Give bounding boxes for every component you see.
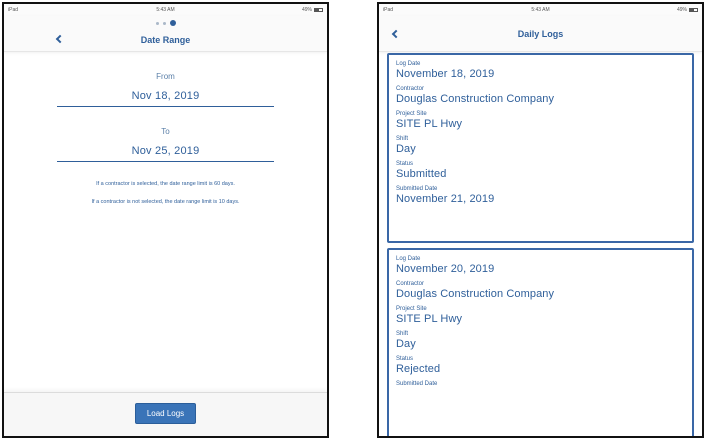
- page-title: Date Range: [140, 35, 191, 45]
- project-site-value: SITE PL Hwy: [396, 313, 463, 325]
- log-card[interactable]: [387, 248, 694, 438]
- nav-bar: [379, 16, 702, 52]
- project-site-value: SITE PL Hwy: [396, 118, 463, 130]
- contractor-value: Douglas Construction Company: [396, 288, 555, 300]
- field-label: Submitted Date: [396, 186, 438, 192]
- page-indicator: [4, 20, 327, 26]
- shift-value: Day: [396, 338, 416, 350]
- from-label: From: [156, 72, 175, 81]
- project-site-field: [396, 306, 684, 326]
- field-label: Shift: [396, 331, 409, 337]
- battery-status: [677, 7, 698, 13]
- shift-value: Day: [396, 143, 416, 155]
- status-value: Rejected: [396, 363, 441, 375]
- field-label: Log Date: [396, 256, 421, 262]
- battery-status: [302, 7, 323, 13]
- battery-icon: [689, 8, 698, 12]
- log-list: [379, 53, 702, 436]
- device-label: iPad: [383, 7, 394, 13]
- bottom-toolbar: [4, 392, 327, 436]
- daily-logs-screen: [377, 2, 704, 438]
- field-label: Project Site: [396, 111, 427, 117]
- battery-percent: 49%: [676, 7, 687, 13]
- status-time: 5:43 AM: [156, 7, 175, 13]
- status-field: [396, 356, 684, 376]
- submitted-date-value: November 21, 2019: [396, 193, 495, 205]
- log-date-field: [396, 61, 684, 81]
- status-bar: [4, 4, 327, 16]
- status-field: [396, 161, 684, 181]
- shift-field: [396, 331, 684, 351]
- load-logs-button[interactable]: Load Logs: [135, 403, 196, 424]
- battery-icon: [314, 8, 323, 12]
- status-bar: [379, 4, 702, 16]
- submitted-date-field: [396, 381, 684, 388]
- to-date-value[interactable]: Nov 25, 2019: [131, 145, 200, 157]
- field-label: Shift: [396, 136, 409, 142]
- contractor-field: [396, 86, 684, 106]
- contractor-field: [396, 281, 684, 301]
- from-underline: [57, 106, 274, 107]
- to-underline: [57, 161, 274, 162]
- submitted-date-field: [396, 186, 684, 206]
- no-contractor-limit-note: If a contractor is not selected, the date range limit is 10 days.: [91, 199, 240, 205]
- page-dot-active: [170, 20, 176, 26]
- from-date-field[interactable]: [57, 72, 274, 107]
- field-label: Status: [396, 356, 414, 362]
- field-label: Contractor: [396, 281, 425, 287]
- page-dot: [156, 22, 159, 25]
- contractor-value: Douglas Construction Company: [396, 93, 555, 105]
- project-site-field: [396, 111, 684, 131]
- log-date-value: November 20, 2019: [396, 263, 495, 275]
- nav-bar: [4, 16, 327, 52]
- to-date-field[interactable]: [57, 127, 274, 162]
- battery-percent: 49%: [301, 7, 312, 13]
- contractor-limit-note: If a contractor is selected, the date range limit is 60 days.: [96, 181, 235, 187]
- status-value: Submitted: [396, 168, 447, 180]
- date-range-screen: [2, 2, 329, 438]
- shift-field: [396, 136, 684, 156]
- log-card[interactable]: [387, 53, 694, 243]
- from-date-value[interactable]: Nov 18, 2019: [131, 90, 200, 102]
- field-label: Log Date: [396, 61, 421, 67]
- to-label: To: [161, 127, 170, 136]
- status-time: 5:43 AM: [531, 7, 550, 13]
- log-date-value: November 18, 2019: [396, 68, 495, 80]
- device-label: iPad: [8, 7, 19, 13]
- field-label: Submitted Date: [396, 381, 438, 387]
- field-label: Project Site: [396, 306, 427, 312]
- field-label: Status: [396, 161, 414, 167]
- field-label: Contractor: [396, 86, 425, 92]
- page-title: Daily Logs: [517, 29, 564, 39]
- log-date-field: [396, 256, 684, 276]
- page-dot: [163, 22, 166, 25]
